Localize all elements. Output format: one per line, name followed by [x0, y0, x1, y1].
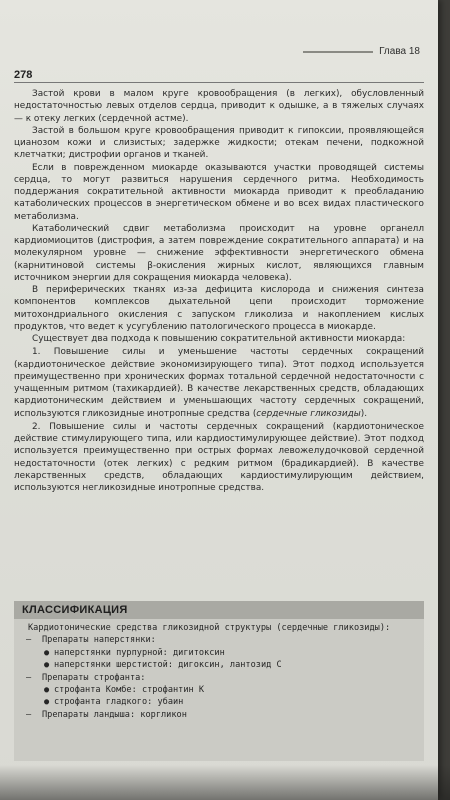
group-digitalis [22, 634, 416, 646]
dash-marker: — [26, 635, 32, 646]
classification-body [14, 619, 424, 721]
header-divider [14, 82, 424, 83]
header-rule [303, 51, 373, 53]
page-number: 278 [14, 69, 33, 81]
classification-heading: КЛАССИФИКАЦИЯ [14, 601, 424, 619]
bullet-icon: ● [44, 647, 50, 658]
group-convallaria [22, 709, 416, 721]
classification-box [14, 601, 424, 761]
item-label: строфанта гладкого: убаин [54, 697, 184, 708]
bullet-icon: ● [44, 685, 50, 696]
group-label: Препараты ландыша: коргликон [42, 709, 187, 720]
group-label: Препараты наперстянки: [42, 635, 156, 646]
paragraph: Застой в большом круге кровообращения приводит к гипоксии, проявляющейся цианозом кожи и слизистых; задержке жидкости; отекам печени, подкожной клетчатки; дистрофии органов и тканей. [14, 125, 424, 161]
list-item [22, 659, 416, 671]
group-strophanthus [22, 672, 416, 684]
paragraph: Застой крови в малом круге кровообращения (в легких), обусловленный недостаточностью левых отделов сердца, приводит к одышке, а в тяжелых случаях — к отеку легких (сердечной астме). [14, 89, 424, 124]
bullet-icon: ● [44, 660, 50, 671]
approach-1 [14, 346, 424, 420]
running-header [303, 46, 420, 57]
body-text [14, 88, 424, 494]
item-label: наперстянки пурпурной: дигитоксин [54, 647, 225, 658]
paragraph: В периферических тканях из-за дефицита кислорода и снижения синтеза компонентов комплексов дыхательной цепи происходит торможение митохондриального окисления с запуском гликолиза и накоплением кислых продуктов, что ведет к усугублению патологического процесса в миокарде. [14, 285, 424, 332]
list-item [22, 684, 416, 696]
classification-intro: Кардиотонические средства гликозидной структуры (сердечные гликозиды): [28, 623, 391, 633]
dash-marker: — [26, 672, 32, 683]
photo-shadow [0, 765, 450, 800]
approach-1-text: 1. Повышение силы и уменьшение частоты сердечных сокращений (кардиотоническое действие экономизирующего типа). Этот подход используется преимущественно при хронических формах тотальной сердечной недостаточности с учащенным ритмом (тахикардией). В качестве лекарственных средств, обладающих кардиотоническим действием и уменьшающих частоту сердечных сокращений, используются гликозидные инотропные средства ( [14, 347, 424, 419]
paragraph: Если в поврежденном миокарде оказываются участки проводящей системы сердца, то могут развиться нарушения сердечного ритма. Необходимость поддержания сократительной активности миокарда приводит к преобладанию катаболических процессов в энергетическом обмене и во всех видах пластического метаболизма. [14, 162, 424, 222]
approach-1-tail: ). [360, 408, 368, 419]
list-item [22, 696, 416, 708]
item-label: наперстянки шерстистой: дигоксин, лантозид С [54, 660, 282, 671]
bullet-icon: ● [44, 697, 50, 708]
approach-1-italic: сердечные гликозиды [256, 408, 361, 419]
paragraph: Катаболический сдвиг метаболизма происходит на уровне органелл кардиомиоцитов (дистрофия, а затем повреждение сократительного аппарата) и на молекулярном уровне — снижение эффективности энергетического обмена (карнитиновой системы β-окисления жирных кислот, являющихся главным источником энергии для сокращения миокарда человека). [14, 223, 424, 283]
list-item [22, 647, 416, 659]
chapter-title: Глава 18 [379, 46, 420, 57]
paragraph: Существует два подхода к повышению сократительной активности миокарда: [32, 334, 406, 344]
dash-marker: — [26, 709, 32, 720]
group-label: Препараты строфанта: [42, 672, 146, 683]
item-label: строфанта Комбе: строфантин К [54, 685, 205, 696]
approach-2: 2. Повышение силы и частоты сердечных сокращений (кардиотоническое действие стимулирующего типа, или кардиостимулирующее действие). Этот подход используется преимущественно при острых формах левожелудочковой сердечной недостаточности (отек легких) с редким ритмом (брадикардией). В качестве лекарственных средств, обладающих кардиостимулирующим действием, используются негликозидные инотропные средства. [14, 421, 424, 493]
